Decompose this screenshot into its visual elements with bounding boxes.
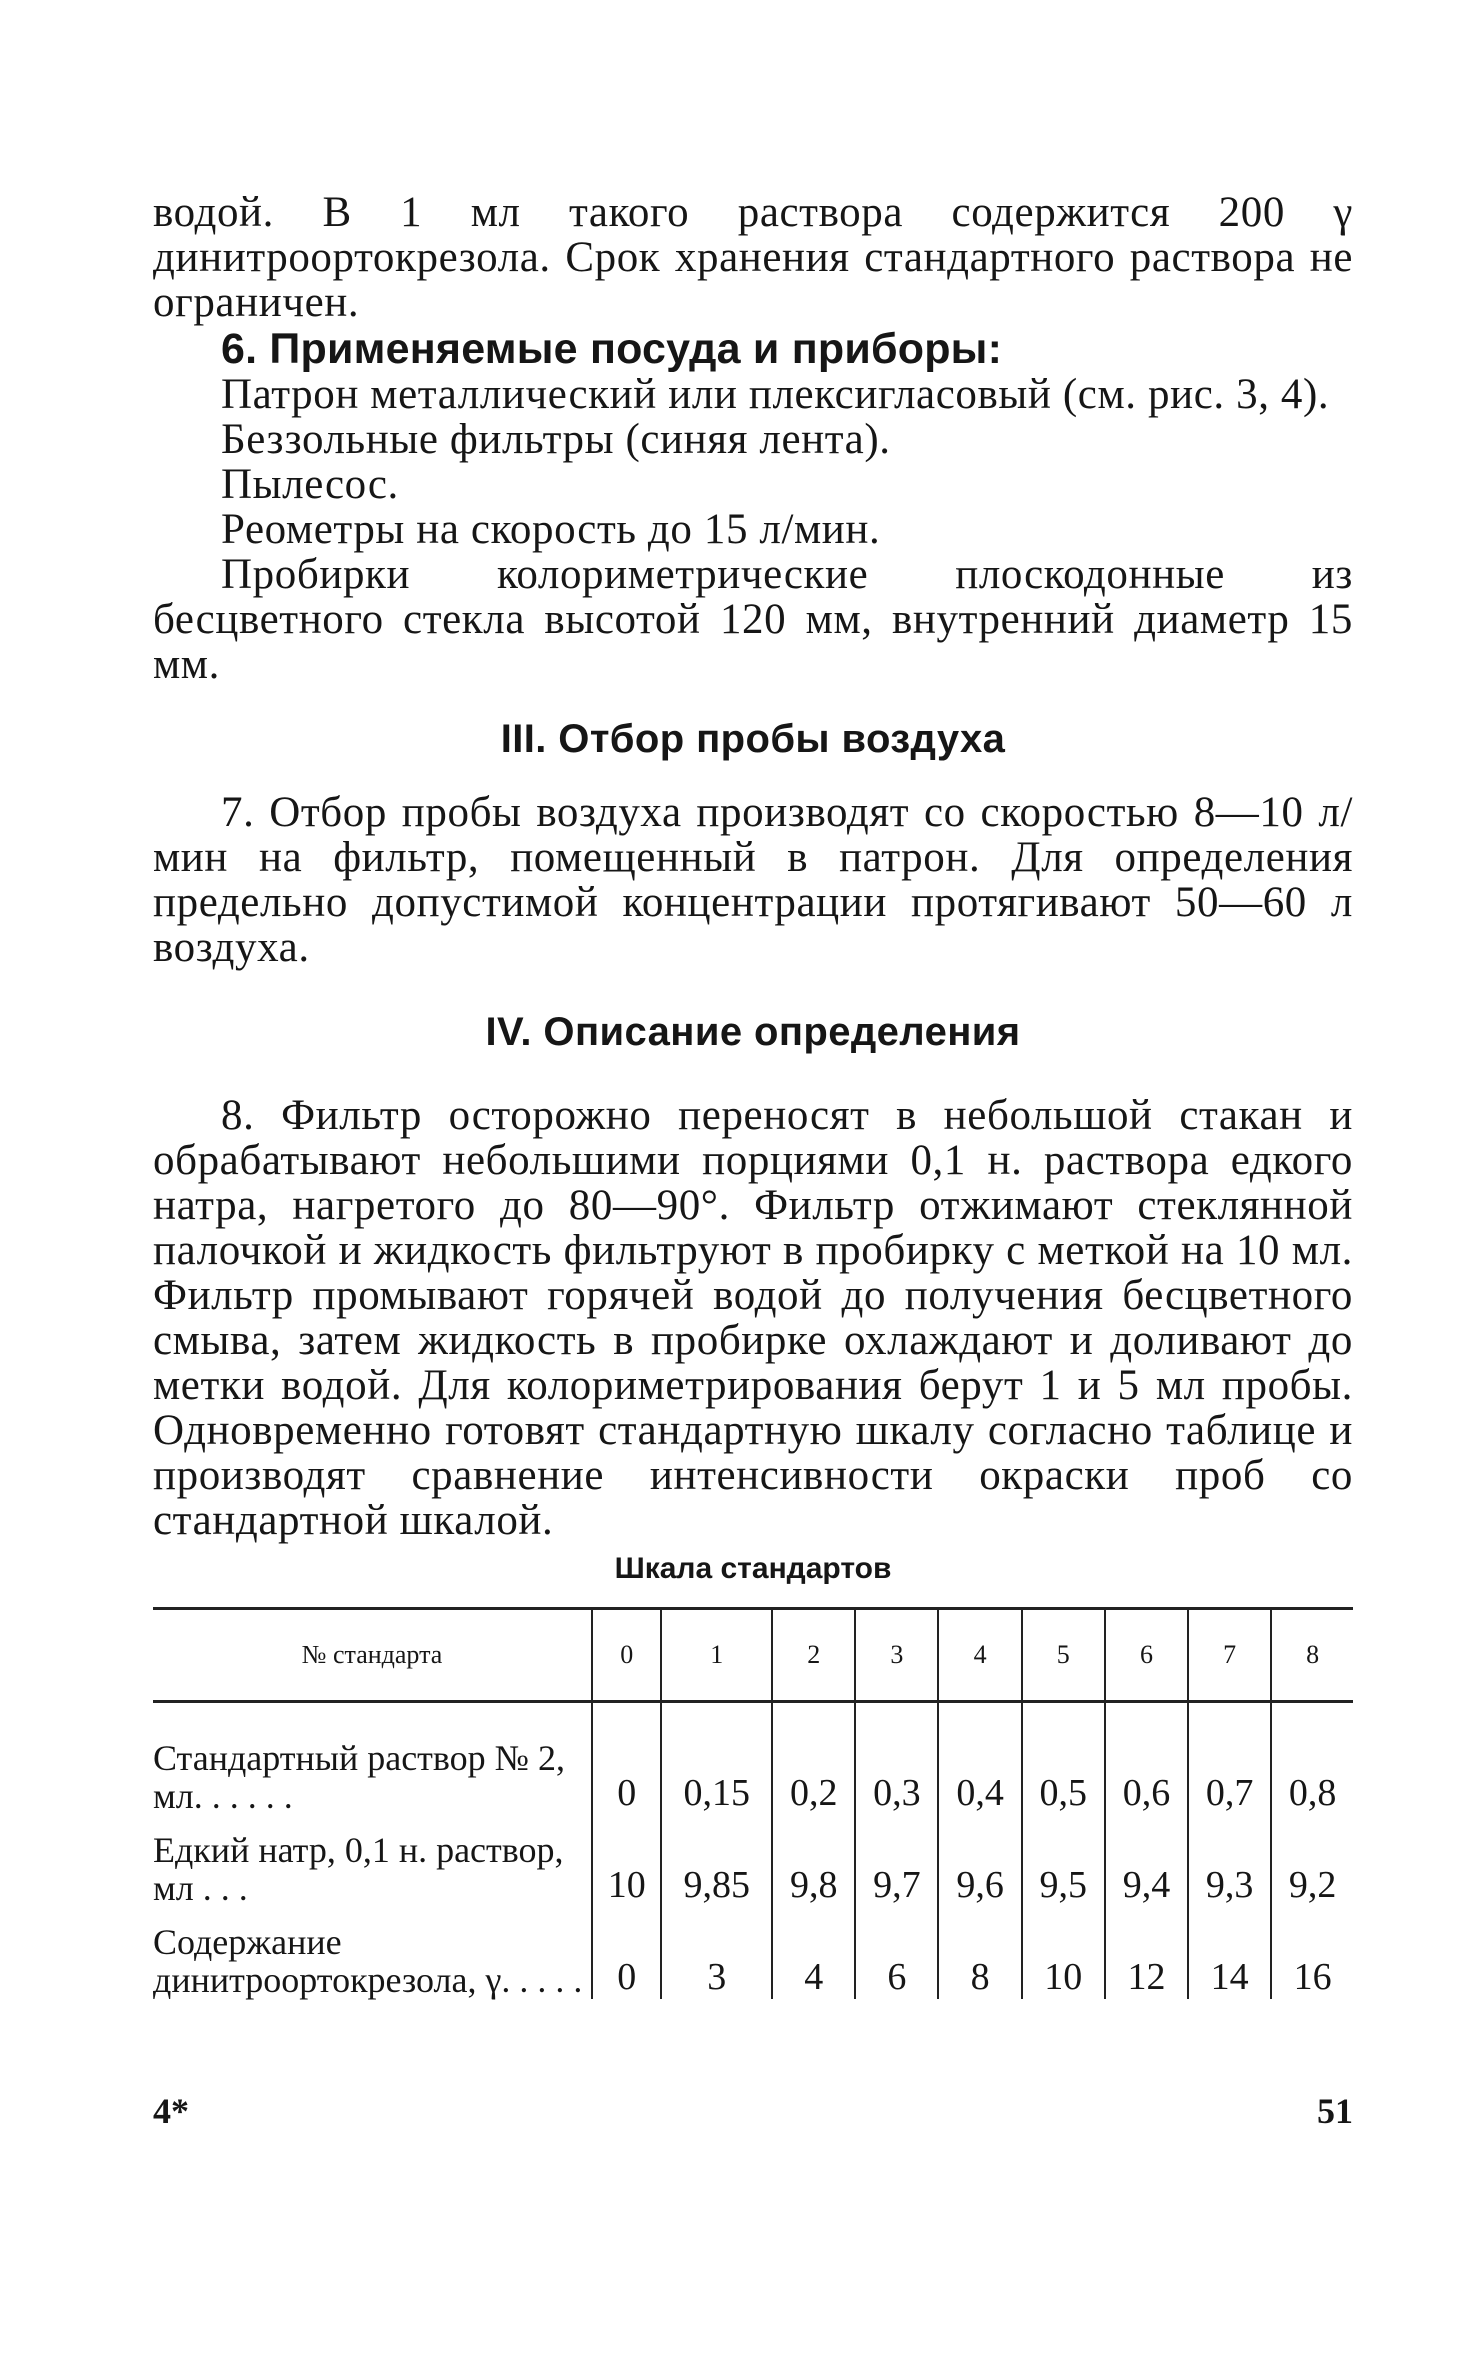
column-header: 2 bbox=[772, 1609, 855, 1702]
table-row bbox=[153, 1702, 1353, 1816]
column-header: 4 bbox=[938, 1609, 1021, 1702]
table-cell: 4 bbox=[772, 1907, 855, 1999]
table-row bbox=[153, 1907, 1353, 1999]
section-4-title: IV. Описание определения bbox=[485, 1010, 1021, 1054]
table-header-row bbox=[153, 1609, 1353, 1702]
column-header: 1 bbox=[661, 1609, 772, 1702]
table-cell: 9,6 bbox=[938, 1815, 1021, 1907]
page-content bbox=[153, 190, 1353, 1999]
table-cell: 0,3 bbox=[855, 1702, 938, 1816]
table-cell: 0 bbox=[592, 1907, 661, 1999]
table-cell: 9,2 bbox=[1271, 1815, 1353, 1907]
table-cell: 6 bbox=[855, 1907, 938, 1999]
table-cell: 0,7 bbox=[1188, 1702, 1271, 1816]
table-title: Шкала стандартов bbox=[614, 1552, 892, 1585]
column-header: 7 bbox=[1188, 1609, 1271, 1702]
table-cell: 14 bbox=[1188, 1907, 1271, 1999]
table-cell: 0,5 bbox=[1022, 1702, 1105, 1816]
equipment-item: Патрон металлический или плексигласовый (см. рис. 3, 4). bbox=[221, 371, 1330, 418]
column-header-label: № стандарта bbox=[301, 1640, 443, 1669]
table-cell: 9,3 bbox=[1188, 1815, 1271, 1907]
table-cell: 16 bbox=[1271, 1907, 1353, 1999]
column-header: 6 bbox=[1105, 1609, 1188, 1702]
table-cell: 0,2 bbox=[772, 1702, 855, 1816]
table-cell: 9,4 bbox=[1105, 1815, 1188, 1907]
table-cell: 12 bbox=[1105, 1907, 1188, 1999]
table-cell: 0,8 bbox=[1271, 1702, 1353, 1816]
column-header: 5 bbox=[1022, 1609, 1105, 1702]
page-number: 51 bbox=[1317, 2091, 1353, 2131]
equipment-item: Реометры на скорость до 15 л/мин. bbox=[221, 506, 881, 553]
equipment-item: Беззольные фильтры (синяя лента). bbox=[221, 416, 891, 463]
table-cell: 8 bbox=[938, 1907, 1021, 1999]
row-label: Едкий натр, 0,1 н. раствор, мл . . . bbox=[153, 1830, 564, 1908]
section-6-heading: 6. Применяемые посуда и приборы: bbox=[221, 325, 1003, 373]
table-cell: 0,6 bbox=[1105, 1702, 1188, 1816]
row-label: Стандартный раствор № 2, мл. . . . . . bbox=[153, 1738, 566, 1816]
table-cell: 10 bbox=[592, 1815, 661, 1907]
section-3-title: III. Отбор пробы воздуха bbox=[500, 717, 1006, 761]
table-cell: 9,5 bbox=[1022, 1815, 1105, 1907]
table-cell: 3 bbox=[661, 1907, 772, 1999]
table-row bbox=[153, 1815, 1353, 1907]
table-cell: 0,4 bbox=[938, 1702, 1021, 1816]
equipment-item: Пылесос. bbox=[221, 461, 399, 508]
intro-paragraph: водой. В 1 мл такого раствора содержится 200 γ динитроортокрезола. Срок хранения стандартного раствора не ограничен. bbox=[153, 189, 1353, 326]
column-header: 0 bbox=[592, 1609, 661, 1702]
row-label: Содержание динитроортокрезола, γ. . . . . bbox=[153, 1922, 583, 2000]
table-cell: 9,8 bbox=[772, 1815, 855, 1907]
column-header: 3 bbox=[855, 1609, 938, 1702]
equipment-item: Пробирки колориметрические плоскодонные из бесцветного стекла высотой 120 мм, внутренний диаметр 15 мм. bbox=[153, 551, 1353, 688]
table-cell: 0 bbox=[592, 1702, 661, 1816]
signature-mark: 4* bbox=[153, 2091, 189, 2131]
table-cell: 9,7 bbox=[855, 1815, 938, 1907]
column-header: 8 bbox=[1271, 1609, 1353, 1702]
standards-scale-table bbox=[153, 1607, 1353, 1999]
paragraph-8: 8. Фильтр осторожно переносят в небольшой стакан и обрабатывают небольшими порциями 0,1 н. раствора едкого натра, нагретого до 80—90°. Фильтр отжимают стеклянной палочкой и жидкость фильтруют в пробирку с меткой на 10 мл. Фильтр промывают горячей водой до получения бесцветного смыва, затем жидкость в пробирке охлаждают и доливают до метки водой. Для колориметрирования берут 1 и 5 мл пробы. Одновременно готовят стандартную шкалу согласно таблице и производят сравнение интенсивности окраски проб со стандартной шкалой. bbox=[153, 1092, 1353, 1544]
table-cell: 10 bbox=[1022, 1907, 1105, 1999]
table-cell: 0,15 bbox=[661, 1702, 772, 1816]
paragraph-7: 7. Отбор пробы воздуха производят со скоростью 8—10 л/мин на фильтр, помещенный в патрон. Для определения предельно допустимой концентрации протягивают 50—60 л воздуха. bbox=[153, 789, 1353, 971]
table-cell: 9,85 bbox=[661, 1815, 772, 1907]
